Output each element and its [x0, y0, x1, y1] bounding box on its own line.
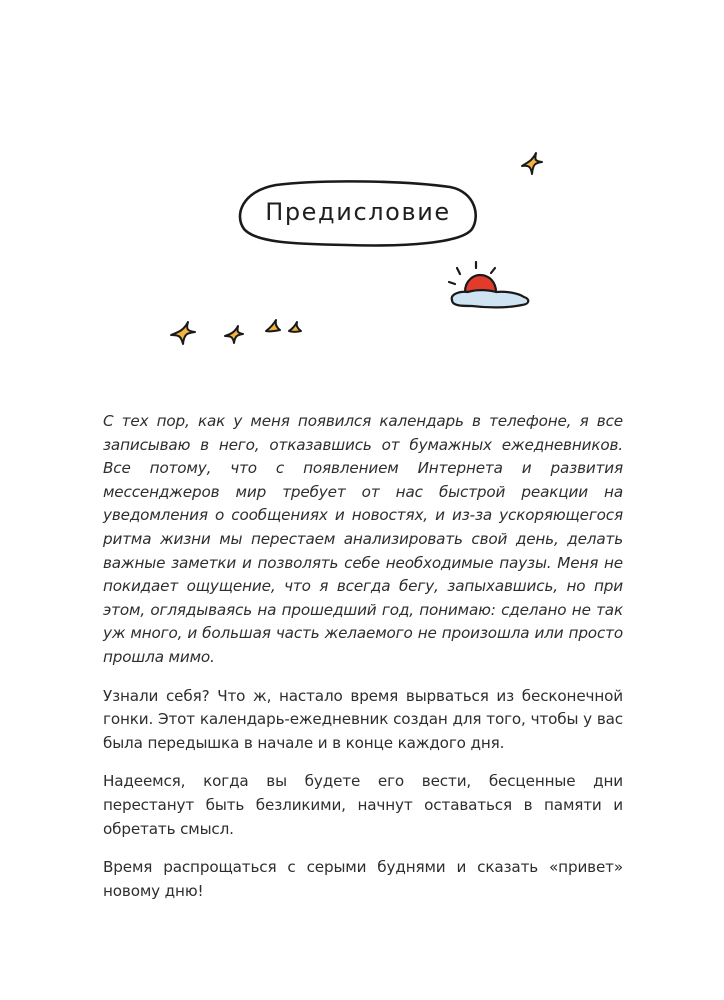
sun-cloud-icon — [440, 258, 540, 310]
star-icon — [263, 318, 283, 336]
paragraph-closing: Время распрощаться с серыми буднями и сказать «привет» новому дню! — [103, 858, 623, 900]
star-icon — [222, 323, 246, 347]
page-title: Предисловие — [265, 198, 451, 226]
title-oval — [236, 177, 480, 249]
paragraph: Надеемся, когда вы будете его вести, бесценные дни перестанут быть безликими, начнут оставаться в памяти и обретать смысл. — [103, 772, 623, 838]
paragraph: Узнали себя? Что ж, настало время вырваться из бесконечной гонки. Этот календарь-ежедневник создан для того, чтобы у вас была передышка в начале и в конце каждого дня. — [103, 686, 623, 752]
preface-body — [103, 410, 623, 918]
star-icon — [286, 320, 304, 336]
star-icon — [518, 150, 546, 178]
paragraph-intro: С тех пор, как у меня появился календарь в телефоне, я все записываю в него, отказавшись от бумажных ежедневников. Все потому, что с появлением Интернета и развития мессенджеров мир требует от нас быстрой реакции на уведомления о сообщениях и новостях, и из-за ускоряющегося ритма жизни мы перестаем анализировать свой день, делать важные заметки и позволять себе необходимые паузы. Меня не покидает ощущение, что я всегда бегу, запыхавшись, но при этом, оглядываясь на прошедший год, понимаю: сделано не так уж много, и большая часть желаемого не произошла или просто прошла мимо. — [103, 412, 623, 666]
star-icon — [168, 318, 198, 348]
